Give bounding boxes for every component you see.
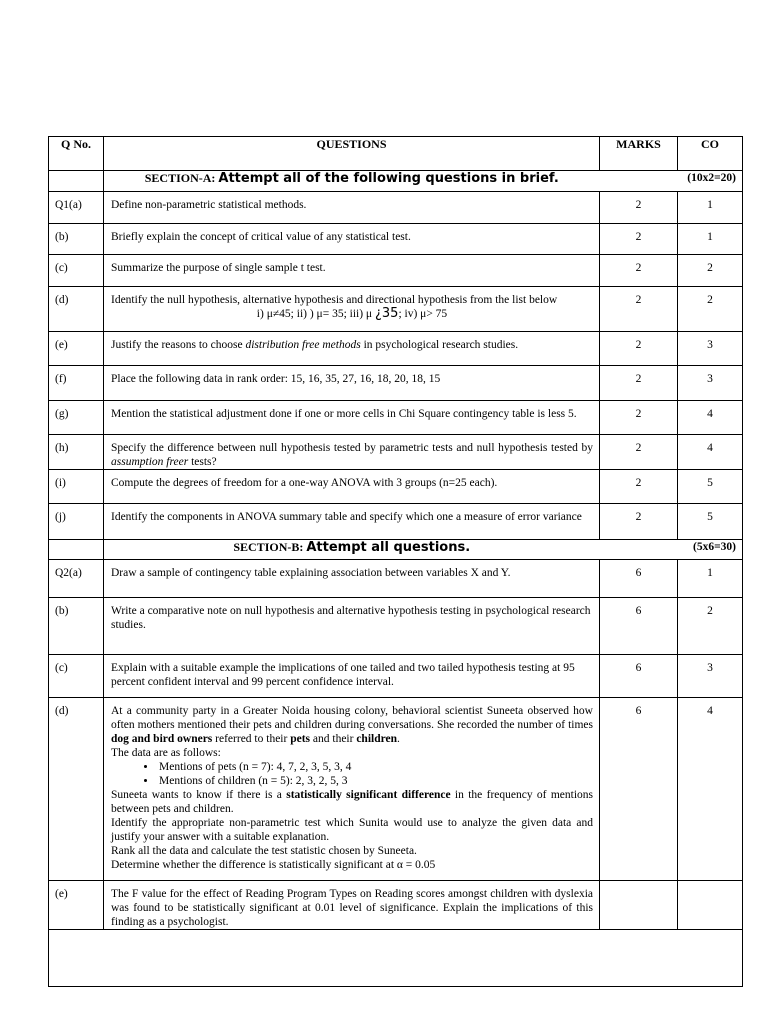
question-number: (d) xyxy=(49,698,104,881)
question-text: Explain with a suitable example the implications of one tailed and two tailed hypothesis testing at 95 percent confident interval and 99 percent confidence interval. xyxy=(104,655,600,698)
question-text: Summarize the purpose of single sample t test. xyxy=(104,255,600,287)
question-paragraph xyxy=(111,788,593,816)
table-row xyxy=(49,401,743,435)
table-row xyxy=(49,366,743,401)
question-paragraph: Rank all the data and calculate the test statistic chosen by Suneeta. xyxy=(111,845,417,857)
question-marks: 2 xyxy=(600,401,678,435)
question-marks: 6 xyxy=(600,560,678,598)
section-b-marks: (5x6=30) xyxy=(678,540,743,560)
question-text xyxy=(104,332,600,366)
list-item: • Mentions of pets (n = 7): 4, 7, 2, 3, 5, 3, 4 xyxy=(157,760,593,774)
question-text xyxy=(104,698,600,881)
table-row xyxy=(49,598,743,655)
section-a-row xyxy=(49,171,743,192)
emphasis-text: assumption freer xyxy=(111,456,189,468)
section-a-instruction: Attempt all of the following questions in brief. xyxy=(218,171,559,186)
question-text: The F value for the effect of Reading Program Types on Reading scores amongst children with dyslexia was found to be statistically significant at 0.01 level of significance. Explain the implications of this finding as a psychologist. xyxy=(104,881,600,930)
section-a-marks: (10x2=20) xyxy=(678,171,743,192)
question-text xyxy=(104,287,600,332)
table-row xyxy=(49,698,743,881)
table-row xyxy=(49,881,743,930)
text-part: tests? xyxy=(188,456,217,468)
question-co: 2 xyxy=(678,287,743,332)
question-number: (h) xyxy=(49,435,104,470)
table-row xyxy=(49,332,743,366)
bold-text: dog and bird owners xyxy=(111,733,213,745)
section-b-label: SECTION-B: xyxy=(233,540,304,554)
question-paragraph: Determine whether the difference is statistically significant at α = 0.05 xyxy=(111,859,436,871)
question-marks: 2 xyxy=(600,470,678,504)
text-part: Suneeta wants to know if there is a xyxy=(111,789,287,801)
header-qno: Q No. xyxy=(49,137,104,171)
question-number: (f) xyxy=(49,366,104,401)
question-marks: 2 xyxy=(600,224,678,255)
question-text: Identify the components in ANOVA summary table and specify which one a measure of error variance xyxy=(104,504,600,540)
table-row xyxy=(49,224,743,255)
question-number: Q2(a) xyxy=(49,560,104,598)
question-text: Place the following data in rank order: 15, 16, 35, 27, 16, 18, 20, 18, 15 xyxy=(104,366,600,401)
question-text: Briefly explain the concept of critical value of any statistical test. xyxy=(104,224,600,255)
question-co: 2 xyxy=(678,598,743,655)
question-marks: 2 xyxy=(600,366,678,401)
question-text: Mention the statistical adjustment done if one or more cells in Chi Square contingency table is less 5. xyxy=(104,401,600,435)
question-marks xyxy=(600,881,678,930)
header-row xyxy=(49,137,743,171)
question-co: 5 xyxy=(678,470,743,504)
hypothesis-options xyxy=(111,307,593,321)
table-row xyxy=(49,560,743,598)
text-part: . xyxy=(397,733,400,745)
question-co: 1 xyxy=(678,560,743,598)
question-co: 4 xyxy=(678,401,743,435)
options-part-a: i) μ≠45; ii) ) μ= 35; iii) μ xyxy=(256,308,375,320)
question-co: 1 xyxy=(678,192,743,224)
section-b-heading xyxy=(104,540,600,560)
question-number: (g) xyxy=(49,401,104,435)
section-b-instruction: Attempt all questions. xyxy=(306,540,471,555)
table-row xyxy=(49,255,743,287)
text-part: referred to their xyxy=(212,733,291,745)
question-co: 4 xyxy=(678,435,743,470)
question-paragraph: Identify the appropriate non-parametric test which Sunita would use to analyze the given data and justify your answer with a suitable explanation. xyxy=(111,817,593,843)
question-marks: 2 xyxy=(600,287,678,332)
question-number: Q1(a) xyxy=(49,192,104,224)
text-part: Specify the difference between null hypothesis tested by parametric tests and null hypothesis tested by xyxy=(111,442,593,454)
question-number: (j) xyxy=(49,504,104,540)
question-number: (c) xyxy=(49,255,104,287)
question-text: Write a comparative note on null hypothesis and alternative hypothesis testing in psychological research studies. xyxy=(104,598,600,655)
question-number: (c) xyxy=(49,655,104,698)
table-row xyxy=(49,655,743,698)
table-row xyxy=(49,287,743,332)
text-part: in psychological research studies. xyxy=(360,339,519,351)
question-text: Compute the degrees of freedom for a one-way ANOVA with 3 groups (n=25 each). xyxy=(104,470,600,504)
question-marks: 2 xyxy=(600,332,678,366)
question-co xyxy=(678,881,743,930)
options-symbol: ¿35 xyxy=(374,306,399,321)
question-number: (i) xyxy=(49,470,104,504)
options-part-b: ; iv) μ> 75 xyxy=(398,308,448,320)
question-marks: 6 xyxy=(600,698,678,881)
header-marks: MARKS xyxy=(600,137,678,171)
section-a-heading xyxy=(104,171,600,192)
table-row xyxy=(49,435,743,470)
emphasis-text: distribution free methods xyxy=(245,339,361,351)
bold-text: pets xyxy=(290,733,311,745)
question-co: 1 xyxy=(678,224,743,255)
question-co: 3 xyxy=(678,366,743,401)
question-marks: 2 xyxy=(600,192,678,224)
question-marks: 2 xyxy=(600,435,678,470)
bold-text: children xyxy=(356,733,398,745)
table-row xyxy=(49,192,743,224)
question-number: (e) xyxy=(49,332,104,366)
question-text: Draw a sample of contingency table explaining association between variables X and Y. xyxy=(104,560,600,598)
header-co: CO xyxy=(678,137,743,171)
question-co: 3 xyxy=(678,655,743,698)
question-marks: 6 xyxy=(600,598,678,655)
question-number: (d) xyxy=(49,287,104,332)
table-row xyxy=(49,504,743,540)
question-text: Define non-parametric statistical methods. xyxy=(104,192,600,224)
data-list xyxy=(111,760,593,788)
text-part: At a community party in a Greater Noida housing colony, behavioral scientist Suneeta observed how often mothers mentioned their pets and children during conversations. She recorded the number of times xyxy=(111,705,593,731)
section-b-row xyxy=(49,540,743,560)
text-part: and their xyxy=(310,733,357,745)
question-marks: 6 xyxy=(600,655,678,698)
question-number: (b) xyxy=(49,224,104,255)
question-paragraph xyxy=(111,704,593,746)
question-number: (b) xyxy=(49,598,104,655)
question-paper-table xyxy=(48,136,743,987)
empty-row xyxy=(49,930,743,987)
list-item: • Mentions of children (n = 5): 2, 3, 2, 5, 3 xyxy=(157,774,593,788)
question-number: (e) xyxy=(49,881,104,930)
question-marks: 2 xyxy=(600,255,678,287)
text-part: Justify the reasons to choose xyxy=(111,339,246,351)
question-co: 5 xyxy=(678,504,743,540)
bold-text: statistically significant difference xyxy=(286,789,451,801)
question-text xyxy=(104,435,600,470)
question-co: 3 xyxy=(678,332,743,366)
question-paragraph: The data are as follows: xyxy=(111,747,221,759)
question-body: Identify the null hypothesis, alternative hypothesis and directional hypothesis from the list below xyxy=(111,294,558,306)
header-questions: QUESTIONS xyxy=(104,137,600,171)
table-row xyxy=(49,470,743,504)
question-co: 2 xyxy=(678,255,743,287)
section-a-label: SECTION-A: xyxy=(144,171,216,185)
question-marks: 2 xyxy=(600,504,678,540)
question-co: 4 xyxy=(678,698,743,881)
text-part: in the frequency of mentions between pets and children. xyxy=(111,789,594,815)
